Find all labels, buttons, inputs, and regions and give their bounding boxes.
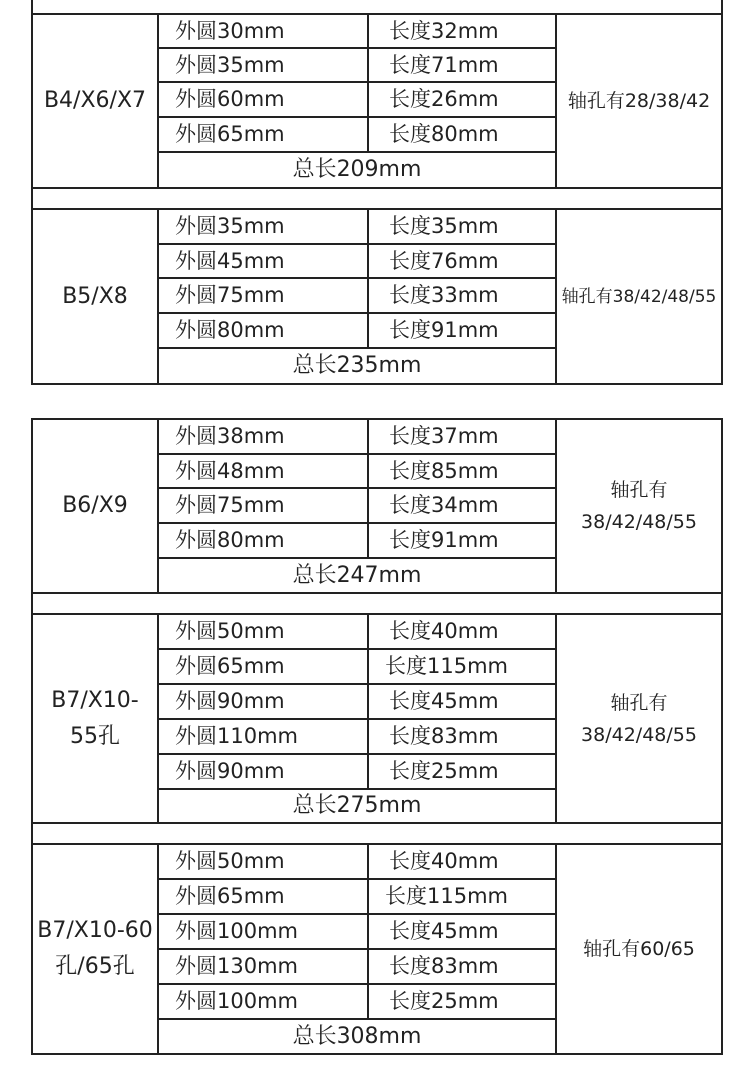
outer-diameter-cell: 外圆38mm (158, 419, 368, 454)
length-cell: 长度115mm (368, 649, 556, 684)
spec-table-upper (31, 0, 723, 385)
outer-diameter-cell: 外圆130mm (158, 949, 368, 984)
outer-diameter-cell: 外圆80mm (158, 523, 368, 558)
outer-diameter-cell: 外圆90mm (158, 754, 368, 789)
total-length-cell: 总长275mm (158, 789, 556, 823)
row-spacer (32, 593, 722, 614)
length-cell: 长度76mm (368, 244, 556, 278)
outer-diameter-cell: 外圆65mm (158, 117, 368, 152)
model-cell: B7/X10-55孔 (32, 614, 158, 823)
model-cell: B4/X6/X7 (32, 14, 158, 188)
outer-diameter-cell: 外圆90mm (158, 684, 368, 719)
outer-diameter-cell: 外圆65mm (158, 879, 368, 914)
length-cell: 长度34mm (368, 488, 556, 523)
length-cell: 长度33mm (368, 278, 556, 313)
shaft-hole-cell: 轴孔有60/65 (556, 844, 722, 1054)
table-row (32, 844, 722, 879)
length-cell: 长度37mm (368, 419, 556, 454)
length-cell: 长度83mm (368, 949, 556, 984)
table-top-spacer (32, 0, 722, 14)
length-cell: 长度26mm (368, 82, 556, 117)
outer-diameter-cell: 外圆100mm (158, 914, 368, 949)
shaft-hole-cell: 轴孔有38/42/48/55 (556, 419, 722, 593)
table-row (32, 209, 722, 244)
length-cell: 长度115mm (368, 879, 556, 914)
model-cell: B6/X9 (32, 419, 158, 593)
length-cell: 长度25mm (368, 754, 556, 789)
model-cell: B7/X10-60孔/65孔 (32, 844, 158, 1054)
length-cell: 长度45mm (368, 914, 556, 949)
table-row (32, 14, 722, 48)
table-row (32, 614, 722, 649)
length-cell: 长度45mm (368, 684, 556, 719)
shaft-hole-cell: 轴孔有38/42/48/55 (556, 209, 722, 384)
shaft-hole-cell: 轴孔有28/38/42 (556, 14, 722, 188)
length-cell: 长度83mm (368, 719, 556, 754)
outer-diameter-cell: 外圆50mm (158, 614, 368, 649)
outer-diameter-cell: 外圆100mm (158, 984, 368, 1019)
table-row (32, 419, 722, 454)
outer-diameter-cell: 外圆80mm (158, 313, 368, 348)
outer-diameter-cell: 外圆35mm (158, 48, 368, 82)
outer-diameter-cell: 外圆110mm (158, 719, 368, 754)
outer-diameter-cell: 外圆30mm (158, 14, 368, 48)
model-cell: B5/X8 (32, 209, 158, 384)
length-cell: 长度40mm (368, 614, 556, 649)
row-spacer (32, 823, 722, 844)
outer-diameter-cell: 外圆50mm (158, 844, 368, 879)
total-length-cell: 总长308mm (158, 1019, 556, 1054)
outer-diameter-cell: 外圆75mm (158, 278, 368, 313)
total-length-cell: 总长235mm (158, 348, 556, 384)
outer-diameter-cell: 外圆48mm (158, 454, 368, 488)
spec-table-lower (31, 418, 723, 1055)
length-cell: 长度25mm (368, 984, 556, 1019)
length-cell: 长度35mm (368, 209, 556, 244)
length-cell: 长度91mm (368, 523, 556, 558)
outer-diameter-cell: 外圆45mm (158, 244, 368, 278)
total-length-cell: 总长209mm (158, 152, 556, 188)
length-cell: 长度85mm (368, 454, 556, 488)
length-cell: 长度71mm (368, 48, 556, 82)
outer-diameter-cell: 外圆75mm (158, 488, 368, 523)
length-cell: 长度40mm (368, 844, 556, 879)
outer-diameter-cell: 外圆35mm (158, 209, 368, 244)
length-cell: 长度32mm (368, 14, 556, 48)
shaft-hole-cell: 轴孔有38/42/48/55 (556, 614, 722, 823)
outer-diameter-cell: 外圆60mm (158, 82, 368, 117)
total-length-cell: 总长247mm (158, 558, 556, 593)
row-spacer (32, 188, 722, 209)
length-cell: 长度80mm (368, 117, 556, 152)
length-cell: 长度91mm (368, 313, 556, 348)
outer-diameter-cell: 外圆65mm (158, 649, 368, 684)
